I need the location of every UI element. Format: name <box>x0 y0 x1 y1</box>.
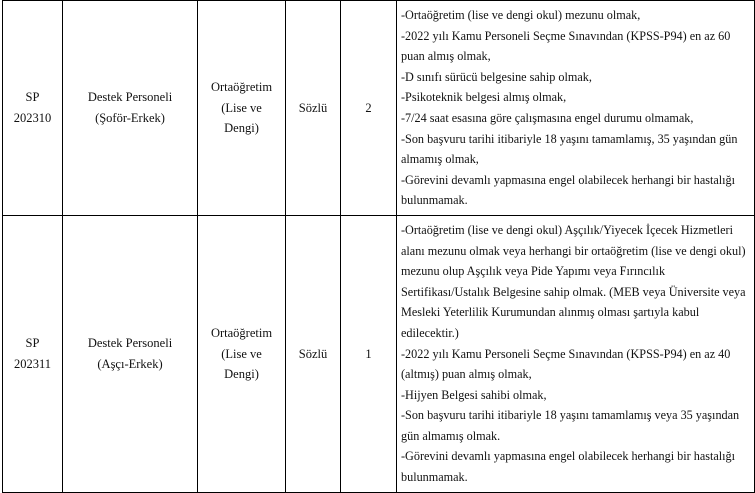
requirement-line: bulunmamak. <box>401 193 468 208</box>
requirement-line: -Hijyen Belgesi sahibi olmak, <box>401 387 547 402</box>
requirement-line: almamış olmak, <box>401 152 479 167</box>
position-code-number: 202310 <box>13 110 52 125</box>
requirement-line: -Ortaöğretim (lise ve dengi okul) Aşçılık/Yiyecek İçecek Hizmetleri <box>401 222 733 237</box>
requirements-cell <box>397 215 755 492</box>
requirement-line: (altmış) puan almış olmak, <box>401 367 532 382</box>
requirement-line: alanı mezunu olmak veya herhangi bir ortaöğretim (lise ve dengi okul) <box>401 243 746 258</box>
requirement-line: -Psikoteknik belgesi almış olmak, <box>401 90 567 105</box>
requirements-cell <box>397 1 755 216</box>
quota-cell <box>341 1 397 216</box>
position-code-prefix: SP <box>25 336 40 351</box>
position-subtitle: (Şoför-Erkek) <box>95 110 165 125</box>
requirement-line: -7/24 saat esasına göre çalışmasına engel durumu olmamak, <box>401 110 694 125</box>
education-level-line: Dengi) <box>224 121 259 136</box>
education-level-line: Dengi) <box>224 367 259 382</box>
position-title: Destek Personeli <box>87 336 173 351</box>
table-row <box>3 1 755 216</box>
requirement-line: -2022 yılı Kamu Personeli Seçme Sınavından (KPSS-P94) en az 40 <box>401 346 731 361</box>
exam-type: Sözlü <box>298 346 328 361</box>
requirement-line: -D sınıfı sürücü belgesine sahip olmak, <box>401 69 592 84</box>
quota-count: 1 <box>365 346 372 361</box>
education-level-line: (Lise ve <box>221 100 262 115</box>
positions-table <box>2 0 755 493</box>
quota-count: 2 <box>365 100 372 115</box>
education-level-cell <box>198 1 286 216</box>
education-level-line: (Lise ve <box>221 346 262 361</box>
requirement-line: gün almamış olmak. <box>401 428 501 443</box>
exam-type: Sözlü <box>298 100 328 115</box>
position-code-cell <box>3 215 63 492</box>
education-level-cell <box>198 215 286 492</box>
position-title-cell <box>63 1 198 216</box>
requirement-line: -Son başvuru tarihi itibariyle 18 yaşını tamamlamış veya 35 yaşından <box>401 408 740 423</box>
requirement-line: -Son başvuru tarihi itibariyle 18 yaşını tamamlamış, 35 yaşından gün <box>401 131 738 146</box>
position-code-prefix: SP <box>25 90 40 105</box>
requirement-line: -2022 yılı Kamu Personeli Seçme Sınavından (KPSS-P94) en az 60 <box>401 28 731 43</box>
education-level-line: Ortaöğretim <box>210 325 273 340</box>
requirement-line: bulunmamak. <box>401 470 468 485</box>
quota-cell <box>341 215 397 492</box>
position-title: Destek Personeli <box>87 90 173 105</box>
position-code-cell <box>3 1 63 216</box>
position-code-number: 202311 <box>13 356 52 371</box>
requirement-line: Sertifikası/Ustalık Belgesine sahip olmak. (MEB veya Üniversite veya <box>401 284 746 299</box>
requirement-line: edilecektir.) <box>401 325 459 340</box>
exam-type-cell <box>286 1 341 216</box>
requirement-line: mezunu olup Aşçılık veya Pide Yapımı veya Fırıncılık <box>401 264 666 279</box>
exam-type-cell <box>286 215 341 492</box>
requirement-line: Mesleki Yeterlilik Kurumundan alınmış olması şartıyla kabul <box>401 305 700 320</box>
requirement-line: puan almış olmak, <box>401 49 491 64</box>
position-title-cell <box>63 215 198 492</box>
table-row <box>3 215 755 492</box>
requirement-line: -Görevini devamlı yapmasına engel olabilecek herhangi bir hastalığı <box>401 172 736 187</box>
position-subtitle: (Aşçı-Erkek) <box>97 356 163 371</box>
education-level-line: Ortaöğretim <box>210 80 273 95</box>
requirement-line: -Ortaöğretim (lise ve dengi okul) mezunu olmak, <box>401 8 641 22</box>
requirement-line: -Görevini devamlı yapmasına engel olabilecek herhangi bir hastalığı <box>401 449 736 464</box>
